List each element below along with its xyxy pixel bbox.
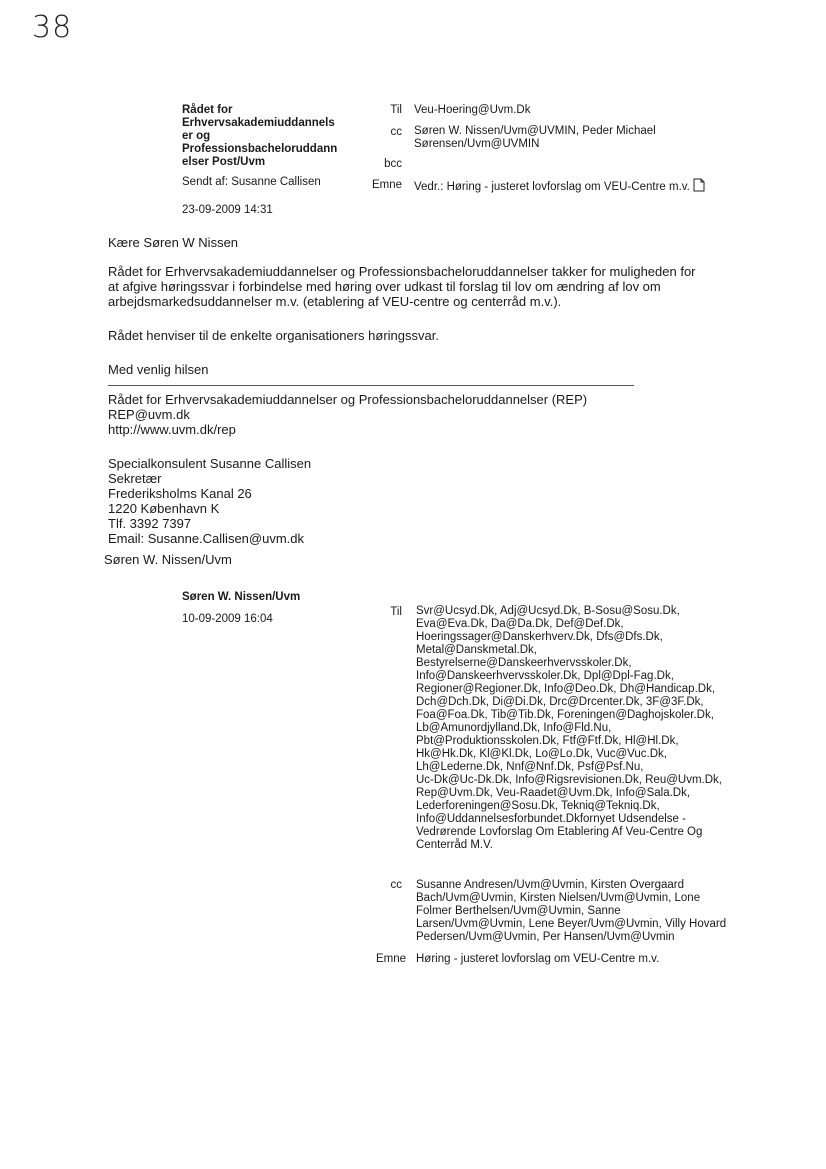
signature-lines-2 — [108, 456, 311, 546]
signature-separator — [108, 385, 634, 386]
text-line: Rådet for — [182, 104, 233, 116]
text-line: arbejdsmarkedsuddannelser m.v. (etablering af VEU-centre og centerråd m.v.). — [108, 294, 562, 309]
cc-label-2: cc — [390, 879, 402, 891]
cc-lines — [414, 125, 656, 151]
cc-label: cc — [390, 126, 402, 138]
text-line: Email: Susanne.Callisen@uvm.dk — [108, 531, 305, 546]
sent-date-2: 10-09-2009 16:04 — [182, 613, 273, 625]
cc-recipients-2[interactable] — [416, 879, 726, 944]
reference-line: Rådet henviser til de enkelte organisationers høringssvar. — [108, 328, 439, 343]
subject-line[interactable] — [414, 178, 705, 196]
text-line: Erhvervsakademiuddannels — [182, 117, 335, 129]
text-line: Eva@Eva.Dk, Da@Da.Dk, Def@Def.Dk, — [416, 618, 624, 630]
text-line: 1220 København K — [108, 501, 220, 516]
page-number: 38 — [32, 10, 73, 45]
cc-lines-2 — [416, 879, 726, 944]
document-icon[interactable] — [693, 178, 705, 196]
signature-organization — [108, 392, 587, 437]
to-label: Til — [390, 104, 402, 116]
to-recipients-2[interactable] — [416, 605, 722, 852]
sent-by: Sendt af: Susanne Callisen — [182, 176, 321, 188]
text-line: Sekretær — [108, 471, 162, 486]
text-line: Folmer Berthelsen/Uvm@Uvmin, Sanne — [416, 905, 621, 917]
subject-text: Vedr.: Høring - justeret lovforslag om VEU-Centre m.v. — [414, 181, 690, 193]
text-line: Rep@Uvm.Dk, Veu-Raadet@Uvm.Dk, Info@Sala.Dk, — [416, 787, 691, 799]
text-line: Rådet for Erhvervsakademiuddannelser og Professionsbacheloruddannelser takker for muligheden for — [108, 264, 696, 279]
text-line: Pedersen/Uvm@Uvmin, Per Hansen/Uvm@Uvmin — [416, 931, 675, 943]
text-line: elser Post/Uvm — [182, 156, 266, 168]
text-line: Lh@Lederne.Dk, Nnf@Nnf.Dk, Psf@Psf.Nu, — [416, 761, 644, 773]
text-line: Svr@Ucsyd.Dk, Adj@Ucsyd.Dk, B-Sosu@Sosu.Dk, — [416, 605, 680, 617]
text-line: Rådet for Erhvervsakademiuddannelser og Professionsbacheloruddannelser (REP) — [108, 392, 588, 407]
text-line: Pbt@Produktionsskolen.Dk, Ftf@Ftf.Dk, Hl@Hl.Dk, — [416, 735, 679, 747]
sender-name: Søren W. Nissen/Uvm — [182, 591, 301, 603]
to-lines-2 — [416, 605, 722, 852]
text-line: Vedrørende Lovforslag Om Etablering Af Veu-Centre Og — [416, 826, 703, 838]
sender-lines — [182, 104, 337, 169]
text-line: Specialkonsulent Susanne Callisen — [108, 456, 312, 471]
greeting: Kære Søren W Nissen — [108, 235, 239, 250]
text-line: Metal@Danskmetal.Dk, — [416, 644, 537, 656]
subject-label: Emne — [371, 179, 402, 191]
to-recipients[interactable]: Veu-Hoering@Uvm.Dk — [414, 104, 531, 116]
bcc-label: bcc — [384, 158, 402, 170]
subject-label-2: Emne — [375, 953, 406, 965]
to-label-2: Til — [390, 606, 402, 618]
text-line: Info@Uddannelsesforbundet.Dkfornyet Udsendelse - — [416, 813, 686, 825]
text-line: Larsen/Uvm@Uvmin, Lene Beyer/Uvm@Uvmin, Villy Hovard — [416, 918, 727, 930]
text-line: REP@uvm.dk — [108, 407, 190, 422]
text-line: Uc-Dk@Uc-Dk.Dk, Info@Rigsrevisionen.Dk, Reu@Uvm.Dk, — [416, 774, 722, 786]
text-line: Bestyrelserne@Danskeerhvervsskoler.Dk, — [416, 657, 632, 669]
text-line: Lb@Amunordjylland.Dk, Info@Fld.Nu, — [416, 722, 612, 734]
text-line: Professionsbacheloruddann — [182, 143, 338, 155]
signature-contact — [108, 456, 311, 546]
closing: Med venlig hilsen — [108, 362, 209, 377]
sent-date: 23-09-2009 14:31 — [182, 204, 273, 216]
text-line: Hk@Hk.Dk, Kl@Kl.Dk, Lo@Lo.Dk, Vuc@Vuc.Dk, — [416, 748, 667, 760]
text-line: Dch@Dch.Dk, Di@Di.Dk, Drc@Drcenter.Dk, 3F@3F.Dk, — [416, 696, 704, 708]
message-paragraph — [108, 264, 696, 309]
text-line: er og — [182, 130, 211, 142]
text-line: Info@Danskeerhvervsskoler.Dk, Dpl@Dpl-Fag.Dk, — [416, 670, 674, 682]
text-line: Tlf. 3392 7397 — [108, 516, 192, 531]
subject-line-2[interactable]: Høring - justeret lovforslag om VEU-Centre m.v. — [416, 953, 660, 965]
text-line: Regioner@Regioner.Dk, Info@Deo.Dk, Dh@Handicap.Dk, — [416, 683, 716, 695]
text-line: Hoeringssager@Danskerhverv.Dk, Dfs@Dfs.Dk, — [416, 631, 663, 643]
text-line: Søren W. Nissen/Uvm@UVMIN, Peder Michael — [414, 125, 656, 137]
text-line: http://www.uvm.dk/rep — [108, 422, 236, 437]
sender-block — [182, 104, 337, 169]
text-line: Susanne Andresen/Uvm@Uvmin, Kirsten Overgaard — [416, 879, 684, 891]
paragraph-lines — [108, 264, 696, 309]
text-line: Centerråd M.V. — [416, 839, 493, 851]
text-line: Lederforeningen@Sosu.Dk, Tekniq@Tekniq.Dk, — [416, 800, 660, 812]
text-line: Foa@Foa.Dk, Tib@Tib.Dk, Foreningen@Daghojskoler.Dk, — [416, 709, 714, 721]
forward-marker: Søren W. Nissen/Uvm — [104, 552, 232, 567]
text-line: Frederiksholms Kanal 26 — [108, 486, 252, 501]
signature-lines-1 — [108, 392, 587, 437]
text-line: Sørensen/Uvm@UVMIN — [414, 138, 540, 150]
text-line: at afgive høringssvar i forbindelse med høring over udkast til forslag til lov om ændring af lov om — [108, 279, 661, 294]
cc-recipients[interactable] — [414, 125, 656, 151]
text-line: Bach/Uvm@Uvmin, Kirsten Nielsen/Uvm@Uvmin, Lone — [416, 892, 701, 904]
